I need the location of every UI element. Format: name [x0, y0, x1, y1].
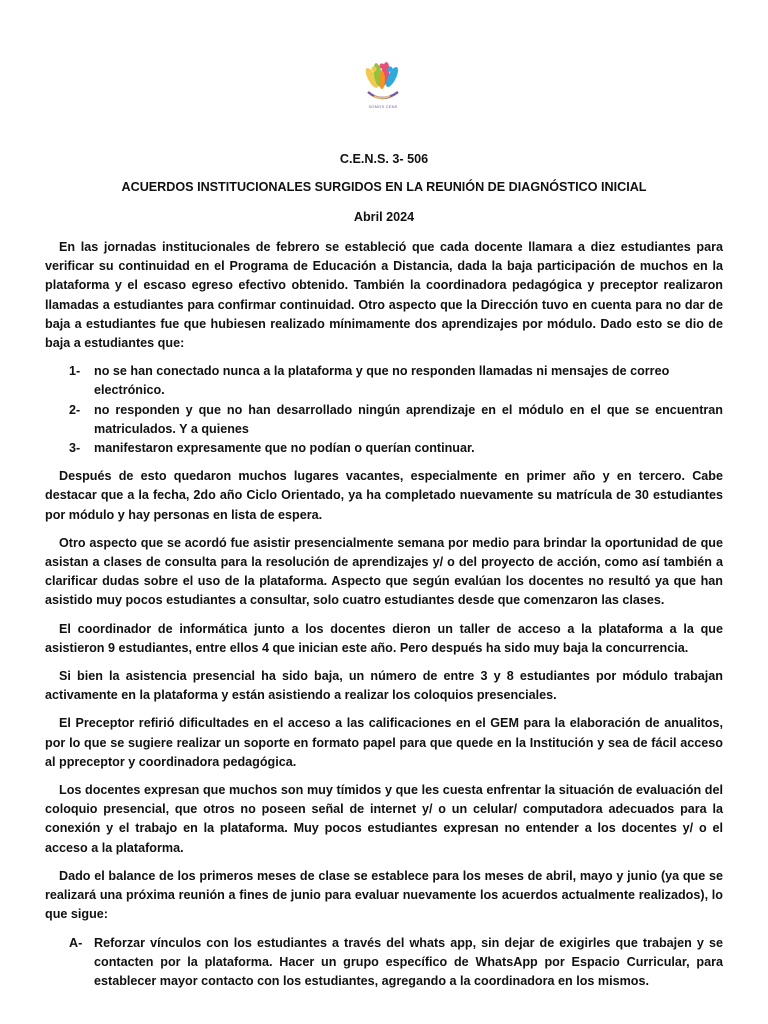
list-text: Reforzar vínculos con los estudiantes a través del whats app, sin dejar de exigirles que trabajen y se contacten por la plataforma. Hacer un grupo específico de WhatsApp por Espacio Curricular, para establecer mayor contacto con los estudiantes, agregando a la coordinadora en los mismos.: [94, 935, 723, 988]
paragraph: Después de esto quedaron muchos lugares vacantes, especialmente en primer año y en tercero. Cabe destacar que a la fecha, 2do año Ciclo Orientado, ya ha completado nuevamente su matrícula de 30 estudiantes por módulo y hay personas en lista de espera.: [45, 469, 723, 522]
document-body: [45, 238, 723, 1000]
logo-caption: SOMOS CENS: [368, 104, 398, 109]
list-number: 1-: [69, 364, 81, 379]
numbered-list: [45, 362, 723, 458]
paragraph: El coordinador de informática junto a los docentes dieron un taller de acceso a la plataforma a la que asistieron 9 estudiantes, entre ellos 4 que inician este año. Pero después ha sido muy baja la concurrencia.: [45, 621, 723, 655]
list-item: [45, 934, 723, 992]
list-number: 2-: [69, 402, 81, 417]
list-text: no se han conectado nunca a la plataforma y que no responden llamadas ni mensajes de correo electrónico.: [94, 364, 670, 398]
paragraph: Si bien la asistencia presencial ha sido baja, un número de entre 3 y 8 estudiantes por módulo trabajan activamente en la plataforma y están asistiendo a realizar los coloquios presenciales.: [45, 669, 723, 703]
document-date: Abril 2024: [353, 210, 415, 224]
lettered-list: [45, 934, 723, 992]
school-name: C.E.N.S. 3- 506: [339, 152, 429, 166]
logo-people-icon: [358, 60, 408, 106]
list-item: [45, 439, 723, 458]
paragraph: El Preceptor refirió dificultades en el acceso a las calificaciones en el GEM para la elaboración de anualitos, por lo que se sugiere realizar un soporte en formato papel para que quede en la Institución y sea de fácil acceso al ppreceptor y coordinadora pedagógica.: [45, 716, 723, 769]
list-text: manifestaron expresamente que no podían o querían continuar.: [94, 441, 475, 456]
list-letter: A-: [69, 935, 83, 950]
paragraph: Dado el balance de los primeros meses de clase se establece para los meses de abril, mayo y junio (ya que se realizará una próxima reunión a fines de junio para evaluar nuevamente los acuerdos actualmente realizados), lo que sigue:: [45, 868, 723, 922]
paragraph: Otro aspecto que se acordó fue asistir presencialmente semana por medio para brindar la oportunidad de que asistan a clases de consulta para la resolución de aprendizajes y/ o del proyecto de acción, como así también a clarificar dudas sobre el uso de la plataforma. Aspecto que según evalúan los docentes no resultó ya que han asistido muy pocos estudiantes a consultar, solo cuatro estudiantes desde que comenzaron las clases.: [45, 535, 723, 608]
list-text: no responden y que no han desarrollado ningún aprendizaje en el módulo en el que se encuentran matriculados. Y a quienes: [94, 402, 723, 436]
list-number: 3-: [69, 441, 81, 456]
paragraph: Los docentes expresan que muchos son muy tímidos y que les cuesta enfrentar la situación de evaluación del coloquio presencial, que otros no poseen señal de internet y/ o un celular/ computadora adecuados para la conexión y el trabajo en la plataforma. Muy pocos estudiantes expresan no entender a los docentes y/ o el acceso a la plataforma.: [45, 783, 723, 855]
paragraph: En las jornadas institucionales de febrero se estableció que cada docente llamara a diez estudiantes para verificar su continuidad en el Programa de Educación a Distancia, dada la baja participación de muchos en la plataforma y el escaso egreso efectivo obtenido. También la coordinadora pedagógica y preceptor realizaron llamadas a estudiantes para confirmar continuidad. Otro aspecto que la Dirección tuvo en cuenta para no dar de baja a estudiantes fue que hubiesen realizado mínimamente dos aprendizajes por módulo. Dado esto se dio de baja a estudiantes que:: [45, 240, 723, 351]
list-item: [45, 401, 723, 439]
school-logo: [358, 60, 408, 118]
list-item: [45, 362, 723, 400]
document-title: ACUERDOS INSTITUCIONALES SURGIDOS EN LA REUNIÓN DE DIAGNÓSTICO INICIAL: [121, 180, 647, 194]
